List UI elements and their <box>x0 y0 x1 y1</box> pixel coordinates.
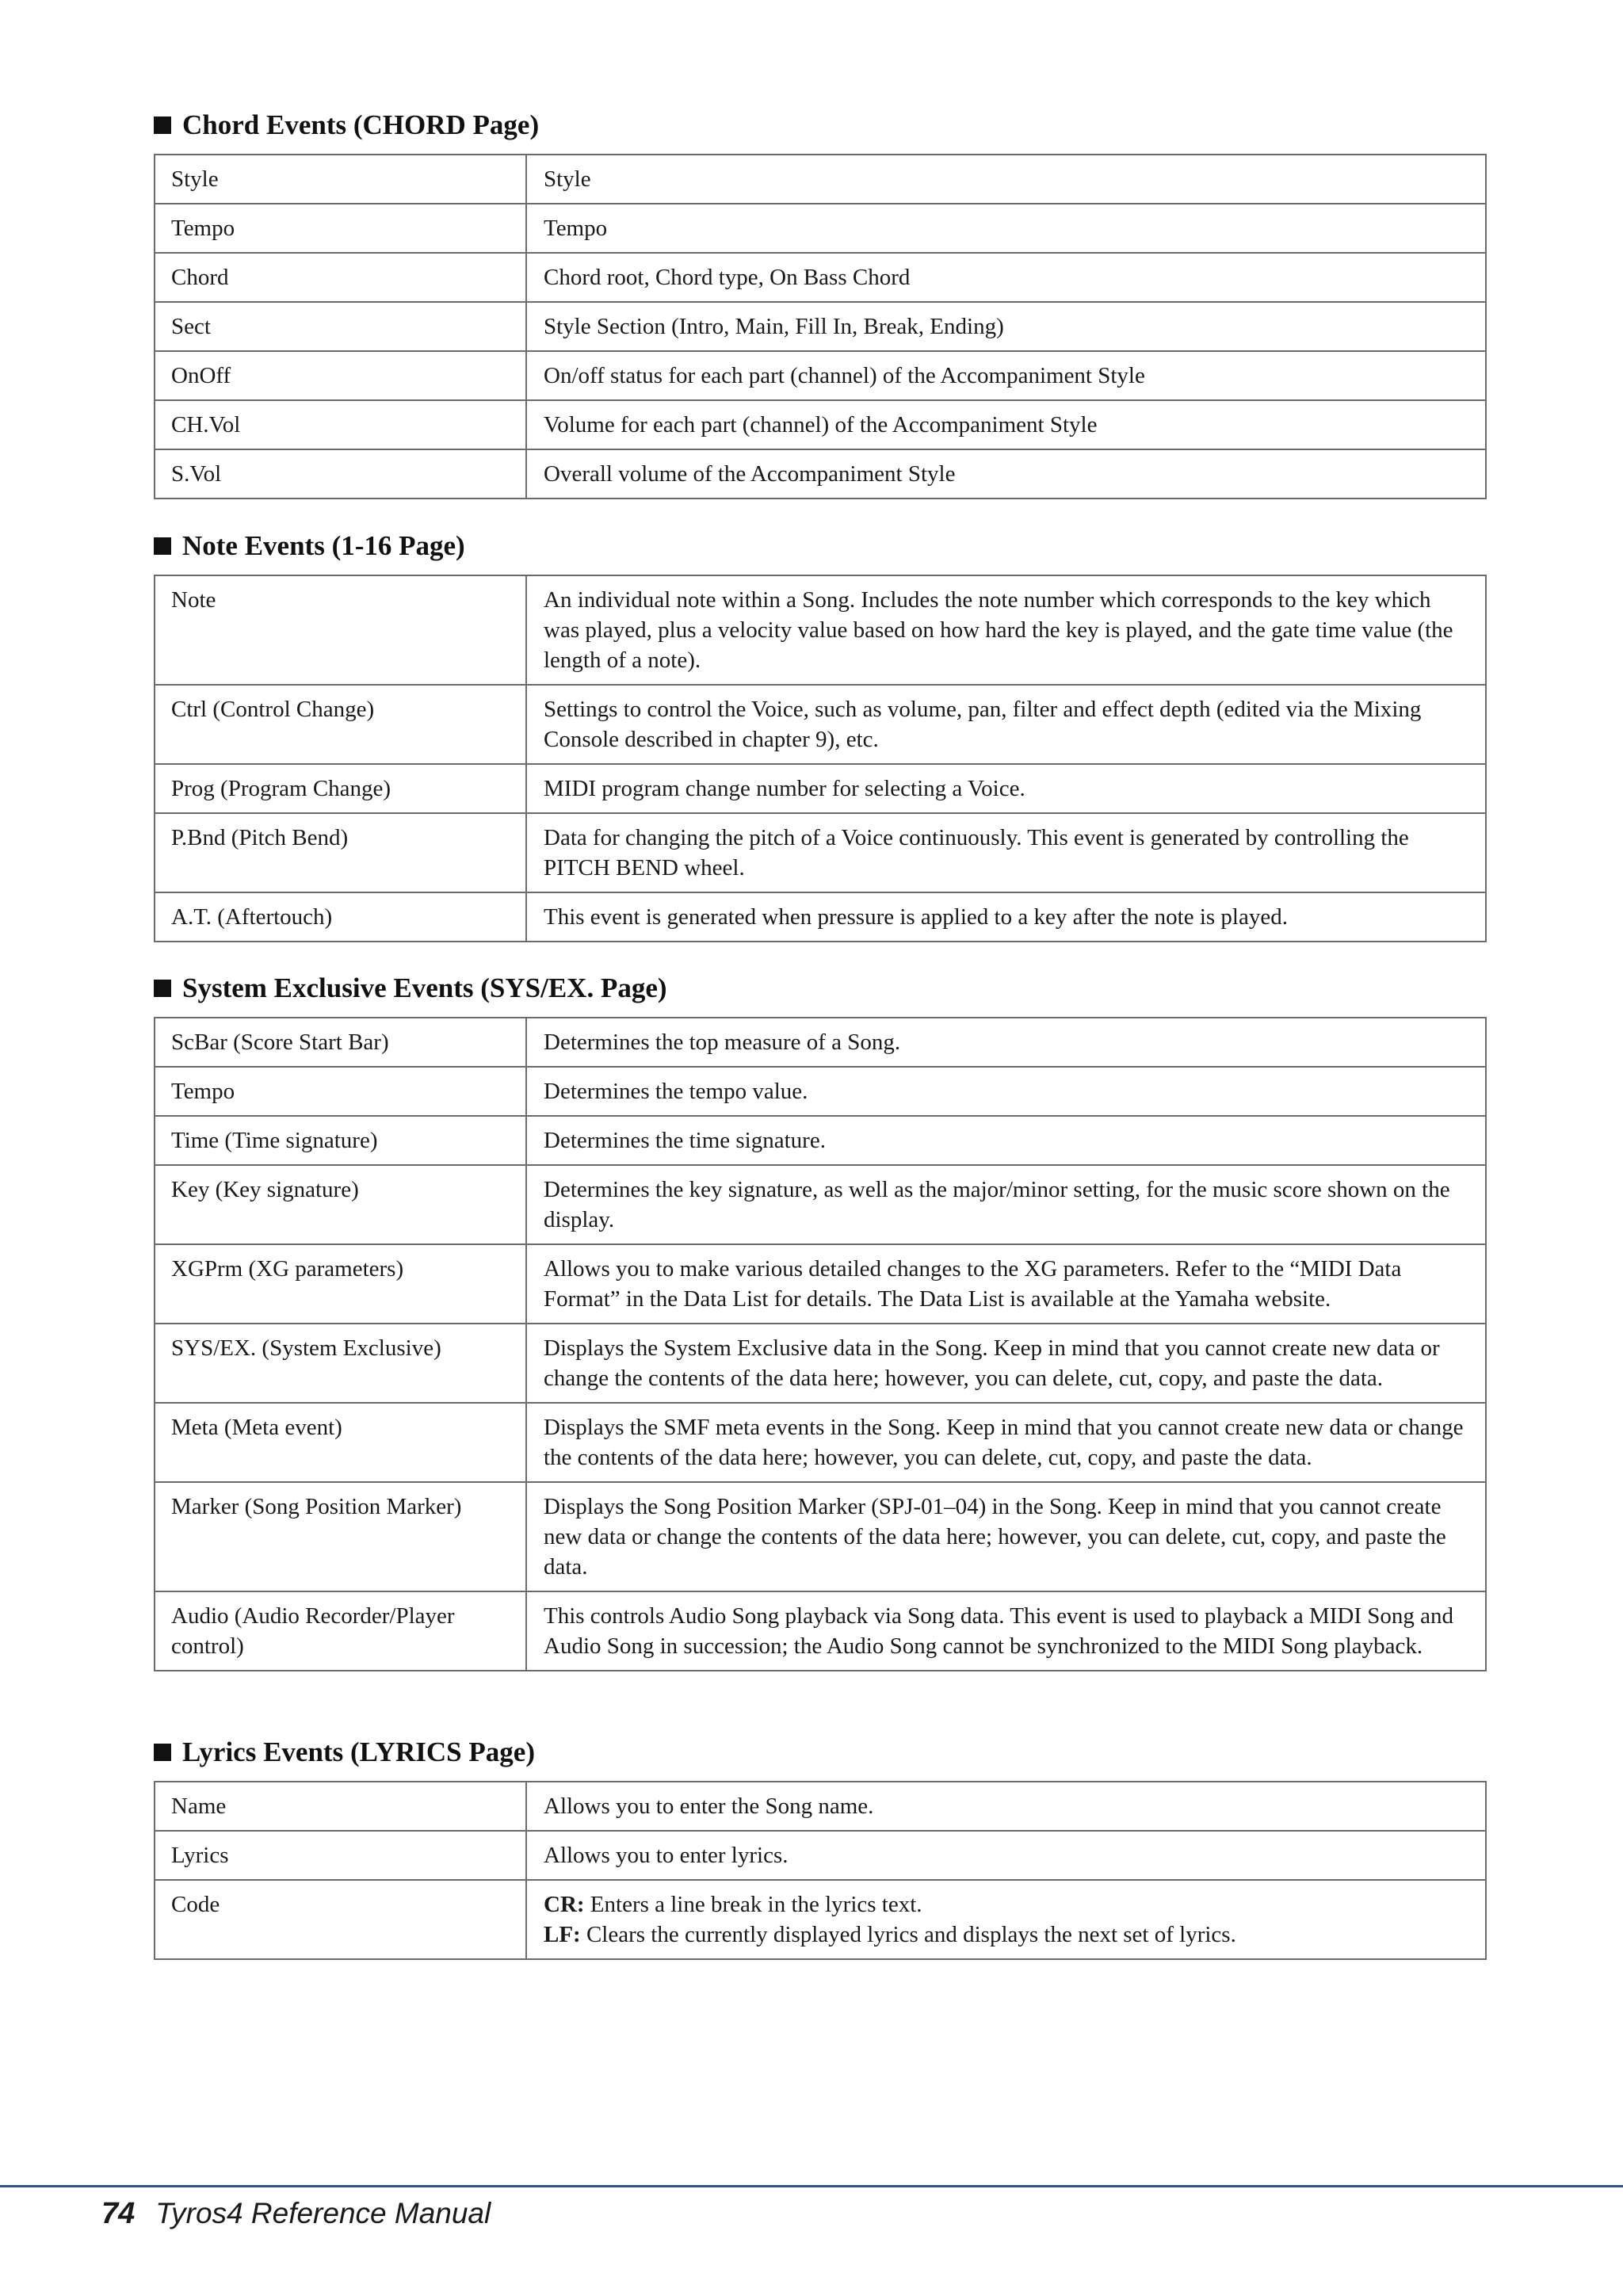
event-description: Tempo <box>526 204 1486 253</box>
events-table <box>154 1017 1487 1671</box>
events-table <box>154 1781 1487 1960</box>
table-row <box>155 813 1486 892</box>
event-name: Note <box>155 575 526 685</box>
manual-title: Tyros4 Reference Manual <box>155 2197 491 2229</box>
black-square-icon <box>154 1744 171 1761</box>
event-name: Marker (Song Position Marker) <box>155 1482 526 1591</box>
event-name: Ctrl (Control Change) <box>155 685 526 764</box>
black-square-icon <box>154 117 171 134</box>
event-description: Overall volume of the Accompaniment Style <box>526 449 1486 499</box>
section-heading <box>154 1732 1485 1773</box>
event-description: Displays the SMF meta events in the Song. Keep in mind that you cannot create new data or change the contents of the data here; however, you can delete, cut, copy, and paste the data. <box>526 1403 1486 1482</box>
event-description: Displays the System Exclusive data in the Song. Keep in mind that you cannot create new data or change the contents of the data here; however, you can delete, cut, copy, and paste the data. <box>526 1324 1486 1403</box>
event-description: Chord root, Chord type, On Bass Chord <box>526 253 1486 302</box>
event-name: Name <box>155 1782 526 1831</box>
event-name: CH.Vol <box>155 400 526 449</box>
event-description: Determines the key signature, as well as the major/minor setting, for the music score shown on the display. <box>526 1165 1486 1244</box>
section-heading-text: Lyrics Events (LYRICS Page) <box>182 1736 535 1767</box>
event-description: Settings to control the Voice, such as volume, pan, filter and effect depth (edited via the Mixing Console described in chapter 9), etc. <box>526 685 1486 764</box>
table-row <box>155 449 1486 499</box>
section-heading <box>154 105 1485 146</box>
section-heading-text: Note Events (1-16 Page) <box>182 530 465 561</box>
table-row <box>155 1782 1486 1831</box>
event-description: Volume for each part (channel) of the Accompaniment Style <box>526 400 1486 449</box>
section-heading-text: Chord Events (CHORD Page) <box>182 109 540 140</box>
event-description: Determines the tempo value. <box>526 1067 1486 1116</box>
event-description: Allows you to make various detailed changes to the XG parameters. Refer to the “MIDI Data Format” in the Data List for details. The Data List is available at the Yamaha website. <box>526 1244 1486 1324</box>
page-number: 74 <box>101 2197 136 2230</box>
table-row <box>155 1880 1486 1959</box>
event-name: A.T. (Aftertouch) <box>155 892 526 942</box>
code-term: LF: <box>544 1922 581 1947</box>
section-sysex-events <box>154 968 1485 1671</box>
footer-rule <box>0 2185 1623 2187</box>
table-row <box>155 204 1486 253</box>
code-line-cr <box>544 1889 1466 1920</box>
table-row <box>155 1018 1486 1067</box>
event-name: OnOff <box>155 351 526 400</box>
event-name: Prog (Program Change) <box>155 764 526 813</box>
table-row <box>155 1067 1486 1116</box>
section-chord-events <box>154 105 1485 499</box>
event-description: Style <box>526 155 1486 204</box>
table-row <box>155 1403 1486 1482</box>
event-name: Lyrics <box>155 1831 526 1880</box>
section-lyrics-events <box>154 1732 1485 1960</box>
event-name: Time (Time signature) <box>155 1116 526 1165</box>
table-row <box>155 1116 1486 1165</box>
page-footer <box>101 2197 491 2237</box>
table-row <box>155 1324 1486 1403</box>
event-description: Allows you to enter the Song name. <box>526 1782 1486 1831</box>
event-name: Chord <box>155 253 526 302</box>
section-heading <box>154 525 1485 567</box>
event-description: Allows you to enter lyrics. <box>526 1831 1486 1880</box>
section-note-events <box>154 525 1485 942</box>
event-description: On/off status for each part (channel) of the Accompaniment Style <box>526 351 1486 400</box>
event-description <box>526 1880 1486 1959</box>
code-line-lf <box>544 1920 1466 1950</box>
table-row <box>155 155 1486 204</box>
table-row <box>155 764 1486 813</box>
table-row <box>155 1244 1486 1324</box>
event-name: Style <box>155 155 526 204</box>
code-term: CR: <box>544 1892 585 1917</box>
event-description: Data for changing the pitch of a Voice continuously. This event is generated by controlling the PITCH BEND wheel. <box>526 813 1486 892</box>
table-row <box>155 253 1486 302</box>
table-row <box>155 892 1486 942</box>
event-description: This event is generated when pressure is applied to a key after the note is played. <box>526 892 1486 942</box>
event-name: S.Vol <box>155 449 526 499</box>
events-table <box>154 154 1487 499</box>
event-name: Meta (Meta event) <box>155 1403 526 1482</box>
table-row <box>155 685 1486 764</box>
code-text: Clears the currently displayed lyrics and displays the next set of lyrics. <box>580 1922 1236 1947</box>
section-heading <box>154 968 1485 1009</box>
table-row <box>155 302 1486 351</box>
event-description: This controls Audio Song playback via Song data. This event is used to playback a MIDI Song and Audio Song in succession; the Audio Song cannot be synchronized to the MIDI Song playback. <box>526 1591 1486 1671</box>
table-row <box>155 400 1486 449</box>
section-heading-text: System Exclusive Events (SYS/EX. Page) <box>182 972 667 1003</box>
event-name: ScBar (Score Start Bar) <box>155 1018 526 1067</box>
event-name: Tempo <box>155 1067 526 1116</box>
table-row <box>155 1591 1486 1671</box>
table-row <box>155 575 1486 685</box>
table-row <box>155 1165 1486 1244</box>
event-name: Sect <box>155 302 526 351</box>
events-table <box>154 575 1487 942</box>
event-description: Determines the top measure of a Song. <box>526 1018 1486 1067</box>
event-description: Determines the time signature. <box>526 1116 1486 1165</box>
event-description: Style Section (Intro, Main, Fill In, Break, Ending) <box>526 302 1486 351</box>
table-row <box>155 351 1486 400</box>
event-description: Displays the Song Position Marker (SPJ-01–04) in the Song. Keep in mind that you cannot create new data or change the contents of the data here; however, you can delete, cut, copy, and paste the data. <box>526 1482 1486 1591</box>
table-row <box>155 1831 1486 1880</box>
event-name: Tempo <box>155 204 526 253</box>
event-name: Key (Key signature) <box>155 1165 526 1244</box>
event-description: An individual note within a Song. Includes the note number which corresponds to the key which was played, plus a velocity value based on how hard the key is played, and the gate time value (the length of a note). <box>526 575 1486 685</box>
event-name: SYS/EX. (System Exclusive) <box>155 1324 526 1403</box>
event-name: XGPrm (XG parameters) <box>155 1244 526 1324</box>
event-name: Audio (Audio Recorder/Player control) <box>155 1591 526 1671</box>
black-square-icon <box>154 980 171 997</box>
black-square-icon <box>154 537 171 555</box>
code-text: Enters a line break in the lyrics text. <box>584 1892 922 1917</box>
table-row <box>155 1482 1486 1591</box>
event-name: P.Bnd (Pitch Bend) <box>155 813 526 892</box>
event-description: MIDI program change number for selecting a Voice. <box>526 764 1486 813</box>
event-name: Code <box>155 1880 526 1959</box>
